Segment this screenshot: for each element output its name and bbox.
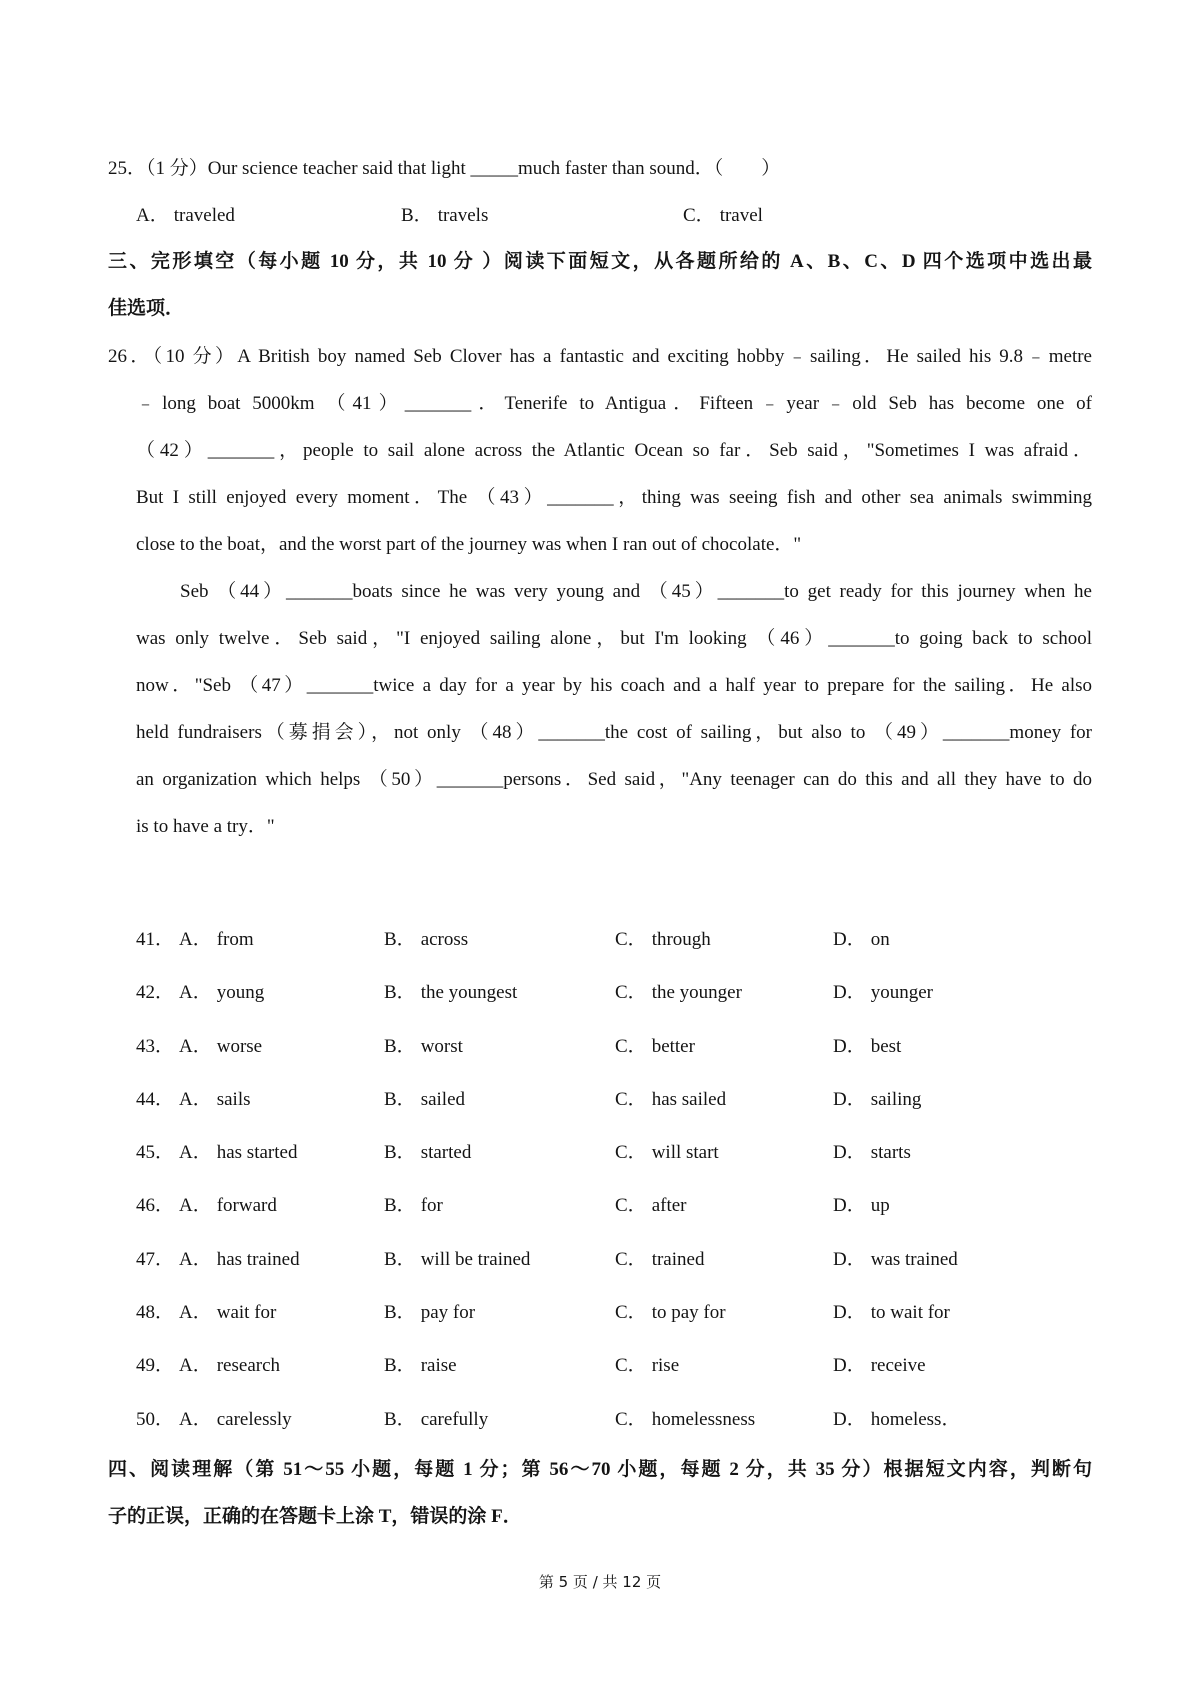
choice-c xyxy=(615,1126,719,1179)
option-text: better xyxy=(651,1035,695,1057)
question-number: 45． xyxy=(136,1142,175,1164)
cloze-option-row xyxy=(136,1339,1092,1392)
choice-b xyxy=(384,1339,457,1392)
option-label: D． xyxy=(833,1088,866,1110)
question-25-options xyxy=(108,192,1092,239)
section-3-heading-line: 三、完形填空（每小题 10 分，共 10 分 ）阅读下面短文，从各题所给的 A、B、C、D 四个选项中选出最 xyxy=(108,251,1092,272)
option-label: A． xyxy=(179,982,212,1004)
choice-b xyxy=(384,1126,471,1179)
option-text: travel xyxy=(719,205,763,226)
question-number: 44． xyxy=(136,1088,175,1110)
choice-c xyxy=(615,1393,755,1446)
choice-d xyxy=(833,1393,960,1446)
choice-c xyxy=(615,1179,687,1232)
option-text: for xyxy=(420,1195,443,1217)
option-label: C． xyxy=(615,1355,647,1377)
option-text: younger xyxy=(870,982,933,1004)
cloze-option-row xyxy=(136,1073,1092,1126)
section-4-heading-line: 子的正误，正确的在答题卡上涂 T，错误的涂 F． xyxy=(108,1506,522,1527)
option-text: travels xyxy=(437,205,489,226)
option-text: to pay for xyxy=(651,1302,726,1324)
option-text: carefully xyxy=(420,1408,489,1430)
choice-b xyxy=(384,1179,443,1232)
option-text: receive xyxy=(870,1355,926,1377)
choice-c xyxy=(615,1020,695,1073)
option-label: A． xyxy=(179,929,212,950)
passage-line: （42）_______，people to sail alone across the Atlantic Ocean so far．Seb said，"Sometimes I was afraid． xyxy=(136,440,1092,461)
option-label: C． xyxy=(615,1035,647,1057)
choice-b xyxy=(384,1020,463,1073)
option-label: B． xyxy=(384,929,416,950)
option-text: the younger xyxy=(651,982,742,1004)
question-number: 42． xyxy=(136,982,175,1004)
option-text: starts xyxy=(870,1142,911,1164)
choice-a xyxy=(179,1393,292,1446)
choice-c xyxy=(615,1233,704,1286)
option-text: worse xyxy=(216,1035,263,1057)
option-text: young xyxy=(216,982,265,1004)
passage-line: But I still enjoyed every moment．The （43）_______，thing was seeing fish and other sea animals swimming xyxy=(136,487,1092,508)
option-text: sailing xyxy=(870,1088,922,1110)
choice-a xyxy=(179,1233,300,1286)
option-text: homeless． xyxy=(870,1408,961,1430)
option-text: carelessly xyxy=(216,1408,292,1430)
choice-c xyxy=(615,913,711,966)
option-label: C． xyxy=(615,1408,647,1430)
option-text: forward xyxy=(216,1195,277,1217)
choice-c xyxy=(615,1073,726,1126)
option-label: C． xyxy=(615,1195,647,1217)
option-text: up xyxy=(870,1195,890,1217)
option-label: D． xyxy=(833,929,866,950)
option-text: through xyxy=(651,929,711,950)
option-label: D． xyxy=(833,1302,866,1324)
option-text: on xyxy=(870,929,890,950)
option-text: started xyxy=(420,1142,472,1164)
option-text: worst xyxy=(420,1035,463,1057)
cloze-option-row xyxy=(136,1233,1092,1286)
option-text: rise xyxy=(651,1355,680,1377)
option-text: has sailed xyxy=(651,1088,727,1110)
choice-d xyxy=(833,1286,950,1339)
question-number: 49． xyxy=(136,1355,175,1377)
choice-b xyxy=(384,966,517,1019)
choice-b xyxy=(384,1073,465,1126)
choice-a xyxy=(179,1126,297,1179)
choice-b xyxy=(384,1233,530,1286)
q25-option-a xyxy=(136,192,235,239)
option-label: D． xyxy=(833,1408,866,1430)
option-label: C． xyxy=(683,205,715,226)
question-number: 50． xyxy=(136,1408,175,1430)
choice-a xyxy=(179,966,264,1019)
choice-b xyxy=(384,913,468,966)
choice-b xyxy=(384,1393,488,1446)
passage-line: was only twelve．Seb said，"I enjoyed sailing alone，but I'm looking （46）_______to going back to school xyxy=(136,628,1092,649)
option-label: A． xyxy=(179,1035,212,1057)
option-label: C． xyxy=(615,1088,647,1110)
option-text: trained xyxy=(651,1248,705,1270)
question-number: 48． xyxy=(136,1302,175,1324)
option-text: across xyxy=(420,929,469,950)
question-25 xyxy=(108,145,1092,239)
option-label: D． xyxy=(833,1355,866,1377)
question-number: 43． xyxy=(136,1035,175,1057)
option-text: has trained xyxy=(216,1248,300,1270)
choice-d xyxy=(833,1126,911,1179)
option-text: raise xyxy=(420,1355,457,1377)
option-label: D． xyxy=(833,1195,866,1217)
choice-a xyxy=(179,913,254,966)
page-number: 第 5 页 / 共 12 页 xyxy=(538,1573,662,1591)
choice-d xyxy=(833,1020,901,1073)
option-label: C． xyxy=(615,929,647,950)
option-text: pay for xyxy=(420,1302,476,1324)
choice-c xyxy=(615,1339,679,1392)
option-label: D． xyxy=(833,982,866,1004)
option-label: B． xyxy=(384,1195,416,1217)
choice-d xyxy=(833,1179,890,1232)
choice-a xyxy=(179,1339,280,1392)
question-number: 41． xyxy=(136,929,175,950)
cloze-option-row xyxy=(136,1126,1092,1179)
option-label: D． xyxy=(833,1142,866,1164)
option-text: the youngest xyxy=(420,982,518,1004)
option-label: C． xyxy=(615,1142,647,1164)
q25-option-b xyxy=(401,192,488,239)
option-label: C． xyxy=(615,982,647,1004)
cloze-options xyxy=(136,913,1092,1446)
passage-line: now．"Seb （47）_______twice a day for a year by his coach and a half year to prepare for the sailing．He also xyxy=(136,675,1092,696)
option-label: B． xyxy=(384,1142,416,1164)
section-4-heading xyxy=(108,1446,1092,1540)
choice-d xyxy=(833,1233,958,1286)
option-text: sails xyxy=(216,1088,251,1110)
option-text: research xyxy=(216,1355,281,1377)
passage-line: 26．（10 分）A British boy named Seb Clover has a fantastic and exciting hobby﹣sailing．He sailed his 9.8﹣metre xyxy=(108,346,1092,367)
choice-c xyxy=(615,1286,726,1339)
option-label: D． xyxy=(833,1248,866,1270)
option-text: traveled xyxy=(173,205,235,226)
passage-line: is to have a try．" xyxy=(136,816,275,837)
cloze-option-row xyxy=(136,913,1092,966)
choice-d xyxy=(833,1073,921,1126)
cloze-option-row xyxy=(136,1286,1092,1339)
option-text: best xyxy=(870,1035,902,1057)
option-label: A． xyxy=(179,1142,212,1164)
option-label: B． xyxy=(384,1355,416,1377)
choice-a xyxy=(179,1286,276,1339)
option-text: will start xyxy=(651,1142,719,1164)
option-label: B． xyxy=(384,982,416,1004)
choice-d xyxy=(833,913,890,966)
section-3-heading-line: 佳选项． xyxy=(108,298,185,319)
option-text: sailed xyxy=(420,1088,466,1110)
question-26-passage xyxy=(108,333,1092,850)
section-4-heading-line: 四、阅读理解（第 51～55 小题，每题 1 分；第 56～70 小题，每题 2 分，共 35 分）根据短文内容，判断句 xyxy=(108,1459,1092,1480)
option-label: B． xyxy=(384,1248,416,1270)
option-label: A． xyxy=(136,205,169,226)
section-3-heading xyxy=(108,238,1092,332)
option-label: B． xyxy=(384,1088,416,1110)
q25-option-c xyxy=(683,192,763,239)
cloze-option-row xyxy=(136,966,1092,1019)
choice-a xyxy=(179,1073,251,1126)
option-label: C． xyxy=(615,1248,647,1270)
cloze-option-row xyxy=(136,1179,1092,1232)
option-text: was trained xyxy=(870,1248,958,1270)
choice-a xyxy=(179,1179,277,1232)
option-label: A． xyxy=(179,1408,212,1430)
option-label: A． xyxy=(179,1355,212,1377)
passage-line: Seb （44）_______boats since he was very young and （45）_______to get ready for this journey when he xyxy=(180,581,1092,602)
option-label: A． xyxy=(179,1302,212,1324)
option-text: will be trained xyxy=(420,1248,531,1270)
option-label: A． xyxy=(179,1248,212,1270)
choice-c xyxy=(615,966,742,1019)
option-text: wait for xyxy=(216,1302,277,1324)
passage-line: an organization which helps （50）_______persons．Sed said，"Any teenager can do this and all they have to do xyxy=(136,769,1092,790)
passage-line: held fundraisers（募捐会），not only （48）_______the cost of sailing，but also to （49）_______money for xyxy=(136,722,1092,743)
option-label: A． xyxy=(179,1195,212,1217)
option-text: after xyxy=(651,1195,687,1217)
cloze-option-row xyxy=(136,1393,1092,1446)
option-label: B． xyxy=(384,1408,416,1430)
question-number: 46． xyxy=(136,1195,175,1217)
cloze-option-row xyxy=(136,1020,1092,1073)
option-text: homelessness xyxy=(651,1408,756,1430)
option-label: B． xyxy=(401,205,433,226)
option-text: to wait for xyxy=(870,1302,950,1324)
option-label: D． xyxy=(833,1035,866,1057)
choice-d xyxy=(833,1339,926,1392)
passage-line: close to the boat，and the worst part of the journey was when I ran out of chocolate．" xyxy=(136,534,802,555)
question-number: 47． xyxy=(136,1248,175,1270)
option-label: C． xyxy=(615,1302,647,1324)
choice-b xyxy=(384,1286,475,1339)
option-label: B． xyxy=(384,1035,416,1057)
option-text: has started xyxy=(216,1142,298,1164)
choice-a xyxy=(179,1020,262,1073)
passage-line: ﹣long boat 5000km （41）_______．Tenerife to Antigua．Fifteen﹣year﹣old Seb has become one of xyxy=(136,393,1092,414)
option-label: A． xyxy=(179,1088,212,1110)
question-25-stem: 25．（1 分）Our science teacher said that light _____much faster than sound．（ ） xyxy=(108,158,781,179)
choice-d xyxy=(833,966,933,1019)
option-text: from xyxy=(216,929,254,950)
option-label: B． xyxy=(384,1302,416,1324)
